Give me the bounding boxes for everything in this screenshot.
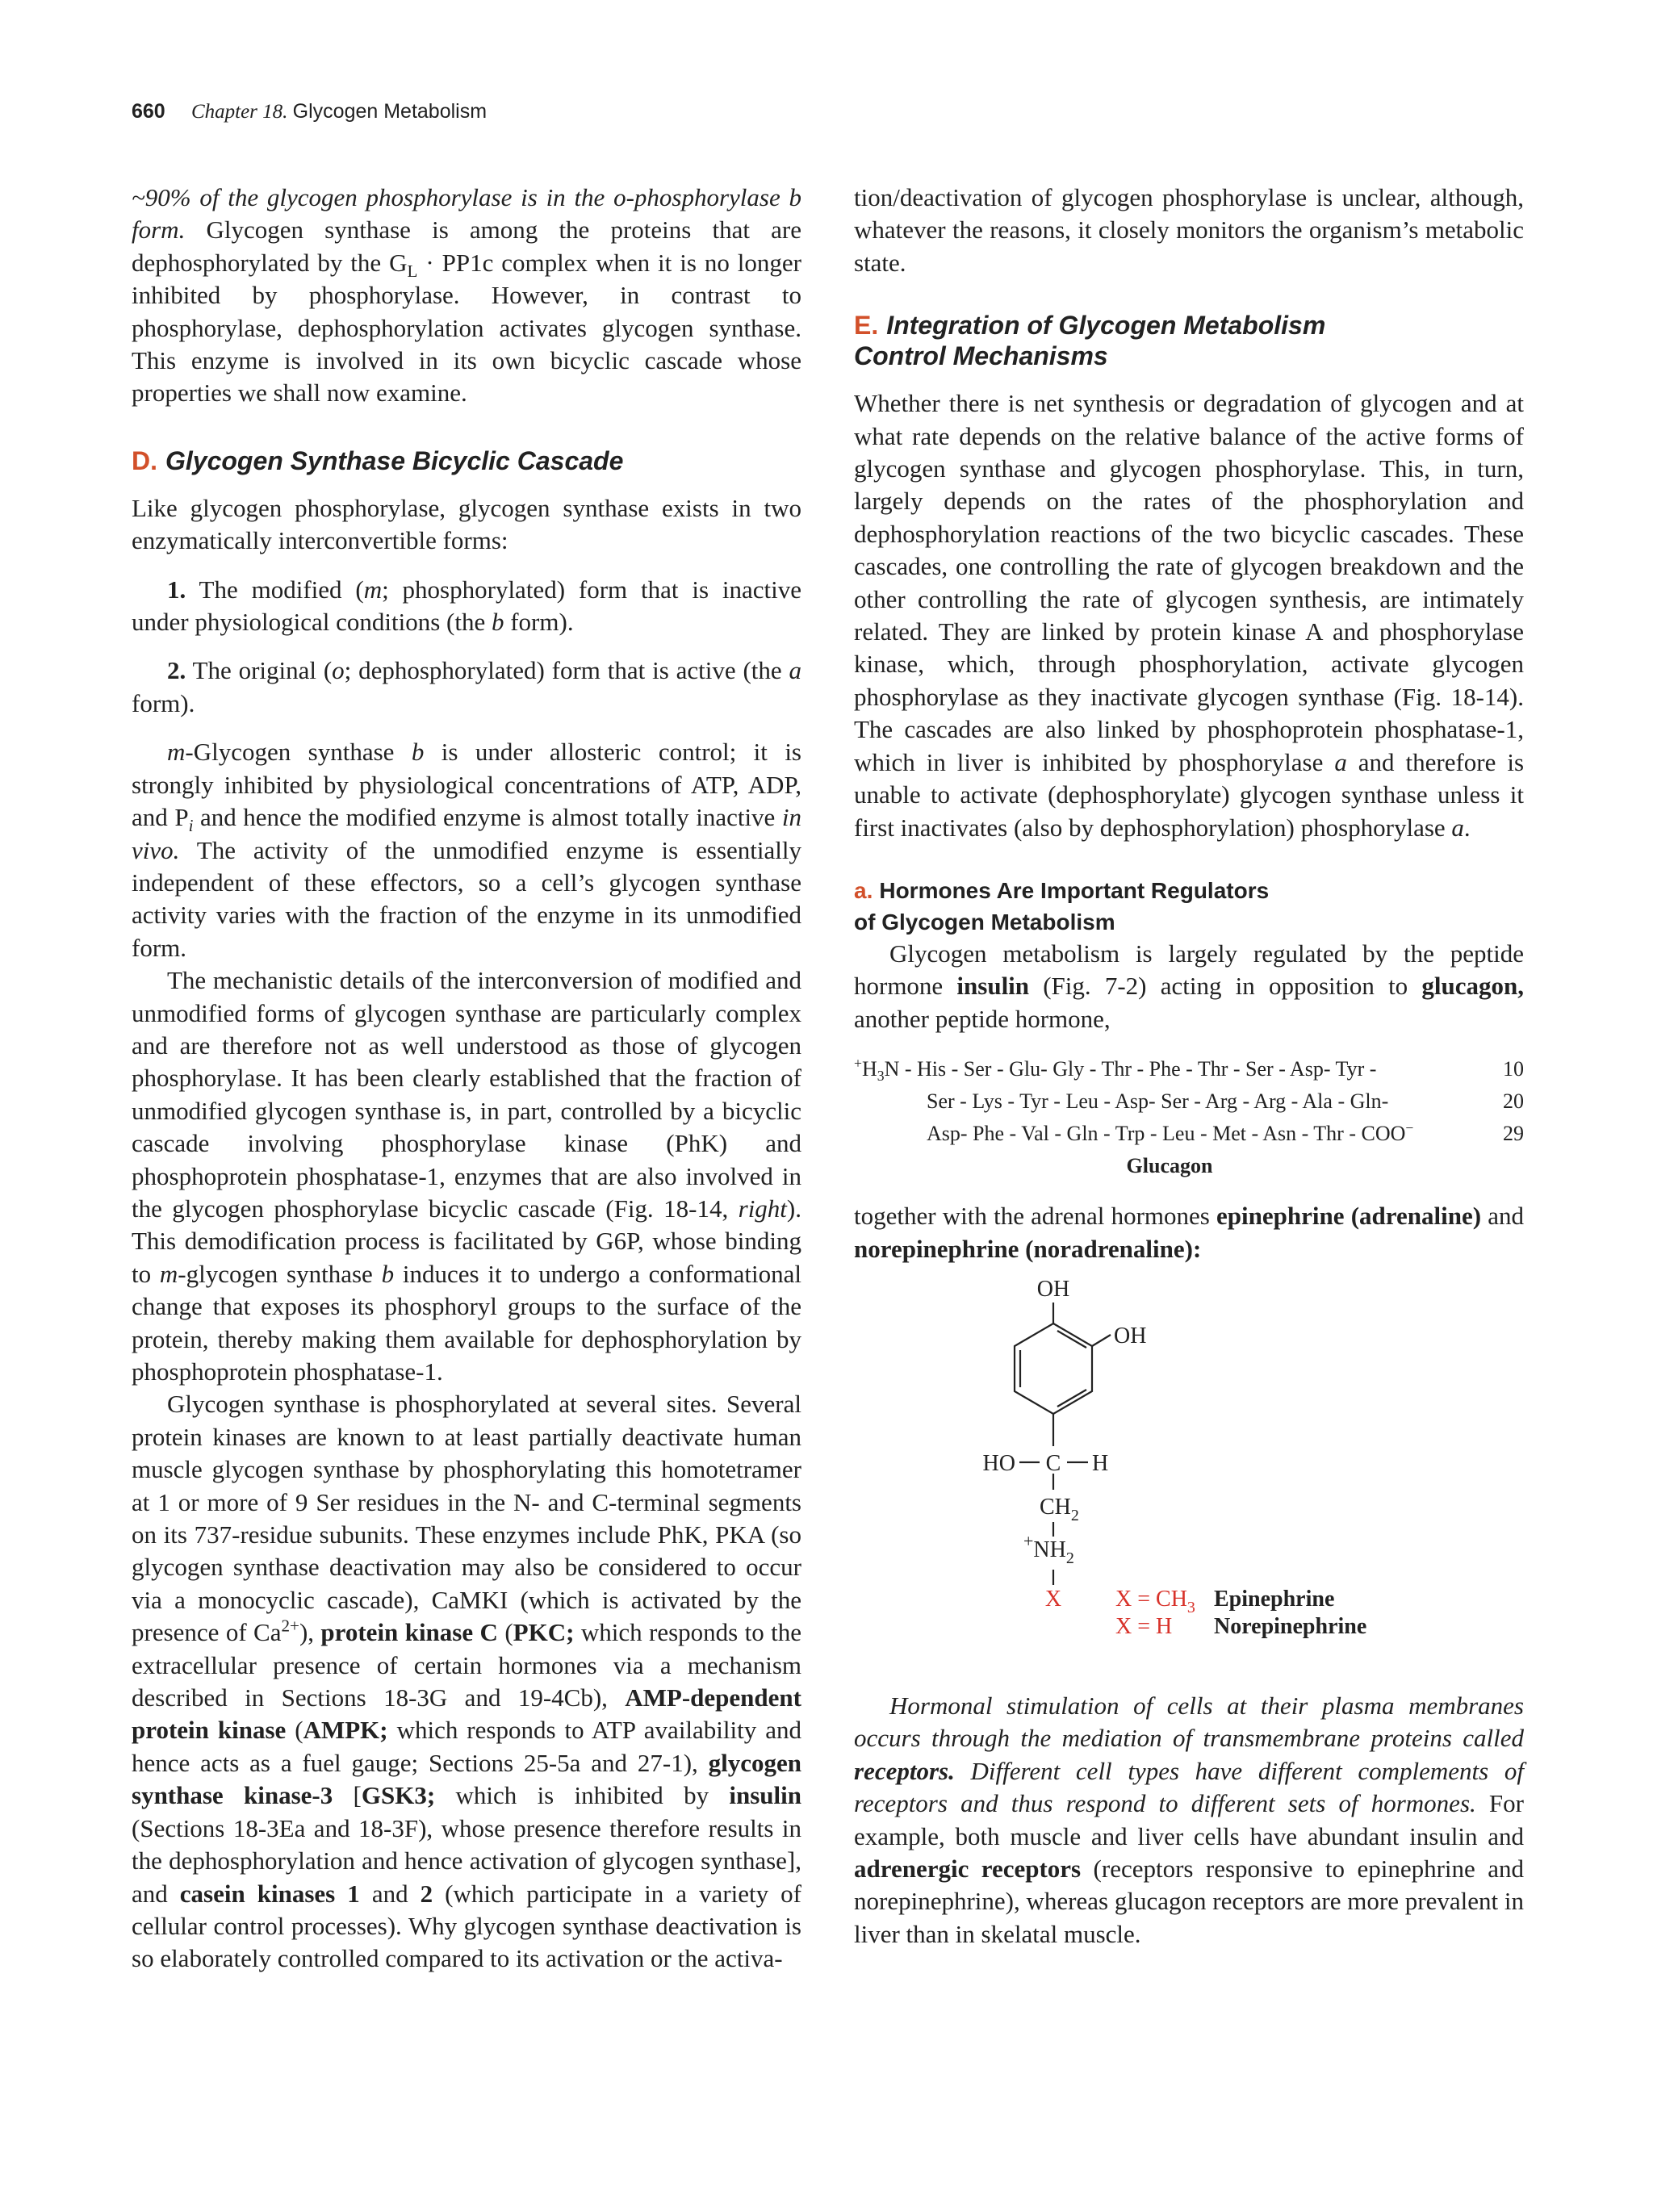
hydroxyl-left: HO [982,1450,1015,1476]
epi-x-label: X = CH [1115,1586,1187,1612]
section-title-line2: Control Mechanisms [854,341,1108,371]
left-column [132,182,801,1976]
section-letter: D. [132,445,157,475]
epi-x-subscript: 3 [1186,1598,1195,1616]
methylene-group [1040,1495,1079,1524]
paragraph: tion/deactivation of glycogen phosphorylase is unclear, although, whatever the reasons, it closely monitors the organism’s metabolic state. [854,183,1524,277]
paragraph: Glycogen metabolism is largely regulated by the peptide hormone insulin (Fig. 7-2) acting in opposition to glucagon, another peptide hormone, [854,939,1524,1033]
amine-group [1023,1531,1074,1567]
paragraph: ~90% of the glycogen phosphorylase is in the o-phosphorylase b form. Glycogen synthase is among the proteins that are dephosphorylated by the $G_L \cdot PP1c$ complex when it is no longer inhibited by phosphorylase. However, in contrast to phosphorylase, dephosphorylation activates glycogen synthase. This enzyme is involved in its own bicyclic cascade whose properties we shall now examine. [132,183,801,408]
residue-count: 10 [1503,1057,1524,1081]
norepinephrine-name: Norepinephrine [1214,1613,1367,1639]
section-title-line1: Integration of Glycogen Metabolism [886,311,1326,341]
paragraph: Glycogen synthase is phosphorylated at several sites. Several protein kinases are known to at least partially deactivate human muscle glycogen synthase by phosphorylating this homotetramer at 1 or more of 9 Ser residues in the N- and C-terminal segments on its 737-residue subunits. These enzymes include PhK, PKA (so glycogen synthase deactivation may also be considered to occur via a monocyclic cascade), CaMKI (which is activated by the presence of $Ca^{2+}$), protein kinase C (PKC; which responds to the extracellular presence of certain hormones via a mechanism described in Sections 18-3G and 19-4Cb), AMP-dependent protein kinase (AMPK; which responds to ATP availability and hence acts as a fuel gauge; Sections 25-5a and 27-1), glycogen synthase kinase-3 [GSK3; which is inhibited by insulin (Sections 18-3Ea and 18-3F), whose presence therefore results in the dephosphorylation and hence activation of glycogen synthase], and casein kinases 1 and 2 (which participate in a variety of cellular control processes). Why glycogen synthase deactivation is so elaborately controlled compared to its activation or the activa- [132,1390,801,1973]
right-column [854,182,1524,1951]
list-number: 1. [167,575,186,604]
subsection-heading-a [854,875,1524,938]
hydrogen-atom: H [1092,1450,1109,1476]
catecholamine-structure [854,1278,1524,1658]
paragraph: Whether there is net synthesis or degradation of glycogen and at what rate depends on the relative balance of the active forms of glycogen synthase and glycogen phosphorylase. This, in turn, largely depends on the rates of the phosphorylation and dephosphorylation reactions of the two bicyclic cascades. These cascades, one controlling the rate of glycogen breakdown and the other controlling the rate of glycogen synthesis, are intimately related. They are linked by protein kinase A and phosphorylase kinase, which, through phosphorylation, activate glycogen phosphorylase as they inactivate glycogen synthase (Fig. 18-14). The cascades are also linked by phosphoprotein phosphatase-1, which in liver is inhibited by phosphorylase a and therefore is unable to activate (dephosphorylate) glycogen synthase unless it first inactivates (also by dephosphorylation) phosphorylase a. [854,389,1525,842]
subsection-letter: a. [854,877,873,903]
glucagon-sequence [854,1053,1524,1182]
residue-count: 20 [1503,1089,1524,1114]
page-number: 660 [132,100,165,123]
sequence-residues: Ser - Lys - Tyr - Leu - Asp- Ser - Arg - Arg - Ala - Gln- [927,1089,1389,1114]
paragraph: m-Glycogen synthase b is under allosteric control; it is strongly inhibited by physiological concentrations of ATP, ADP, and $P_i$ and hence the modified enzyme is almost totally inactive in vivo. The activity of the unmodified enzyme is essentially independent of these effectors, so a cell’s glycogen synthase activity varies with the fraction of the enzyme in its unmodified form. [132,738,802,962]
section-title: Glycogen Synthase Bicyclic Cascade [165,445,624,475]
carbon-atom: C [1045,1450,1061,1476]
paragraph: together with the adrenal hormones epinephrine (adrenaline) and norepinephrine (noradrenaline): [854,1202,1524,1263]
nh-subscript: 2 [1065,1549,1074,1567]
paragraph: Like glycogen phosphorylase, glycogen synthase exists in two enzymatically interconvertible forms: [132,493,801,555]
substituent-x: X [1044,1586,1062,1612]
list-item [132,654,801,720]
running-header [132,100,487,123]
benzene-ring [1015,1323,1092,1414]
nh-label: NH [1033,1537,1066,1562]
norepinephrine-x: X = H [1115,1613,1173,1639]
list-item [132,574,801,639]
sequence-row [854,1118,1524,1150]
glucagon-label: Glucagon [1126,1154,1213,1178]
chapter-title: Glycogen Metabolism [292,100,488,123]
subsection-title-line2: of Glycogen Metabolism [854,909,1115,935]
paragraph: The mechanistic details of the interconversion of modified and unmodified forms of glycogen synthase are particularly complex and are therefore not as well understood as those of glycogen phosphorylase. It has been clearly established that the fraction of unmodified glycogen synthase is, in part, controlled by a bicyclic cascade involving phosphorylase kinase (PhK) and phosphoprotein phosphatase-1, enzymes that are also involved in the glycogen phosphorylase bicyclic cascade (Fig. 18-14, right). This demodification process is facilitated by G6P, whose binding to m-glycogen synthase b induces it to undergo a conformational change that exposes its phosphoryl groups to the surface of the protein, thereby making them available for dephosphorylation by phosphoprotein phosphatase-1. [132,966,801,1386]
epinephrine-name: Epinephrine [1214,1586,1335,1612]
hydroxyl-right: OH [1114,1323,1147,1349]
section-letter: E. [854,311,879,341]
paragraph: Hormonal stimulation of cells at their plasma membranes occurs through the mediation of transmembrane proteins called receptors. Different cell types have different complements of receptors and thus respond to different sets of hormones. For example, both muscle and liver cells have abundant insulin and adrenergic receptors (receptors responsive to epinephrine and norepinephrine), whereas glucagon receptors are more prevalent in liver than in skelatal muscle. [854,1691,1524,1948]
sequence-row [854,1085,1524,1118]
list-number: 2. [167,656,186,685]
list-text: The original (o; dephosphorylated) form that is active (the a form). [132,656,801,717]
section-heading-e [854,310,1524,371]
ch-subscript: 2 [1070,1506,1079,1524]
residue-count: 29 [1503,1122,1524,1146]
epinephrine-x [1115,1587,1195,1616]
chapter-label: Chapter 18. [190,101,288,123]
section-heading-d [132,445,801,476]
hydroxyl-top: OH [1036,1277,1070,1302]
charge-plus: + [1023,1530,1034,1551]
structure-diagram [854,1278,1524,1658]
sequence-residues: Asp- Phe - Val - Gln - Trp - Leu - Met - Asn - Thr - COO− [927,1119,1414,1146]
sequence-row [854,1053,1524,1085]
subsection-title-line1: Hormones Are Important Regulators [879,877,1270,903]
list-text: The modified (m; phosphorylated) form that is inactive under physiological conditions (the b form). [132,575,801,637]
ch-label: CH [1040,1494,1071,1520]
sequence-residues: $^+H_3N$ - His - Ser - Glu- Gly - Thr - Phe - Thr - Ser - Asp- Tyr - [854,1055,1377,1085]
bond [1092,1335,1111,1346]
